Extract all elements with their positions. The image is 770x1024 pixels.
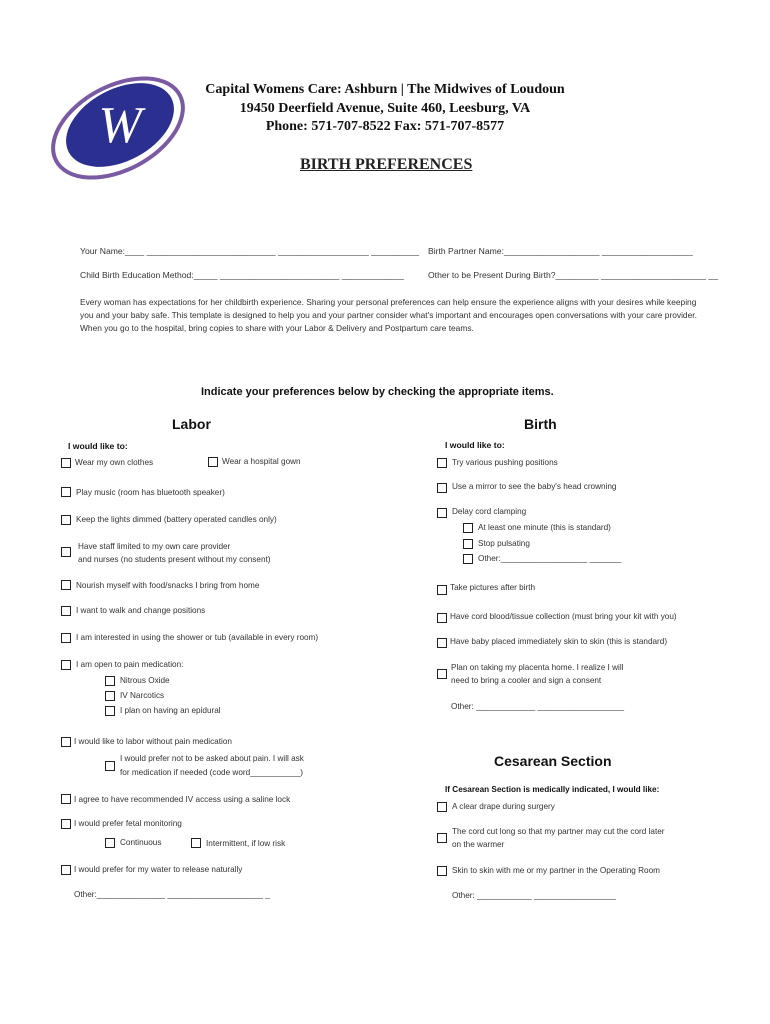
checkbox[interactable] (437, 458, 447, 468)
checkbox[interactable] (61, 794, 71, 804)
checkbox[interactable] (463, 539, 473, 549)
option-label: Continuous (120, 838, 162, 847)
checkbox[interactable] (61, 737, 71, 747)
option-label: I would prefer for my water to release naturally (74, 865, 243, 874)
option-label: Have staff limited to my own care provider (78, 542, 231, 551)
option-label: on the warmer (452, 840, 505, 849)
partner-name-field[interactable]: Birth Partner Name:____________________ ___________________ (428, 246, 693, 256)
option-label: I would like to labor without pain medication (74, 737, 232, 746)
option-label: need to bring a cooler and sign a consent (451, 676, 602, 685)
header-practice: Capital Womens Care: Ashburn | The Midwives of Loudoun (205, 82, 565, 97)
checkbox[interactable] (463, 554, 473, 564)
checkbox[interactable] (61, 660, 71, 670)
option-label: and nurses (no students present without my consent) (78, 555, 271, 564)
option-label: At least one minute (this is standard) (478, 523, 611, 532)
cesarean-intro: If Cesarean Section is medically indicated, I would like: (445, 785, 660, 794)
header-phone: Phone: 571-707-8522 Fax: 571-707-8577 (265, 119, 505, 134)
option-label: Nourish myself with food/snacks I bring from home (76, 581, 260, 590)
checkbox[interactable] (437, 483, 447, 493)
checkbox[interactable] (437, 669, 447, 679)
option-label: Plan on taking my placenta home. I realize I will (451, 663, 624, 672)
checkbox[interactable] (437, 508, 447, 518)
option-label: Keep the lights dimmed (battery operated candles only) (76, 515, 277, 524)
option-label: I would prefer not to be asked about pain. I will ask (120, 754, 304, 763)
option-label: A clear drape during surgery (452, 802, 555, 811)
checkbox[interactable] (105, 838, 115, 848)
intro-paragraph: Every woman has expectations for her childbirth experience. Sharing your personal preferences can help ensure the experience aligns with your desires while keeping you and your baby safe. This template is designed to help you and your partner consider what's important and encourages open conversations with your care provider. When you go to the hospital, bring copies to share with your Labor & Delivery and Postpartum care teams. (80, 297, 697, 333)
option-label: Nitrous Oxide (120, 676, 170, 685)
option-label: I would prefer fetal monitoring (74, 819, 182, 828)
logo-letter: W (98, 97, 142, 154)
option-label: Delay cord clamping (452, 507, 527, 516)
option-label: Wear a hospital gown (222, 457, 301, 466)
labor-would-like: I would like to: (68, 441, 128, 451)
checkbox[interactable] (61, 515, 71, 525)
checkbox[interactable] (463, 523, 473, 533)
option-label: Play music (room has bluetooth speaker) (76, 488, 225, 497)
header-address: 19450 Deerfield Avenue, Suite 460, Leesburg, VA (239, 101, 531, 116)
option-label: I want to walk and change positions (76, 606, 206, 615)
option-label: Have cord blood/tissue collection (must bring your kit with you) (450, 612, 677, 621)
birth-other-field[interactable]: Other: _____________ ___________________ (451, 702, 625, 711)
checkbox[interactable] (208, 457, 218, 467)
birth-heading: Birth (524, 416, 557, 432)
checkbox[interactable] (191, 838, 201, 848)
checkbox[interactable] (61, 487, 71, 497)
option-label: Have baby placed immediately skin to skin (this is standard) (450, 637, 668, 646)
option-label: The cord cut long so that my partner may cut the cord later (452, 827, 665, 836)
checkbox[interactable] (61, 547, 71, 557)
option-label: Use a mirror to see the baby's head crowning (452, 482, 617, 491)
checkbox[interactable] (437, 585, 447, 595)
checkbox[interactable] (105, 691, 115, 701)
option-label: Try various pushing positions (452, 458, 558, 467)
option-label: I am open to pain medication: (76, 660, 184, 669)
checkbox[interactable] (437, 866, 447, 876)
checkbox[interactable] (437, 833, 447, 843)
checkbox[interactable] (105, 676, 115, 686)
option-label: Stop pulsating (478, 539, 530, 548)
checkbox[interactable] (61, 606, 71, 616)
cesarean-other-field[interactable]: Other: ____________ __________________ (452, 891, 616, 900)
checkbox[interactable] (437, 613, 447, 623)
checkbox[interactable] (437, 802, 447, 812)
cesarean-heading: Cesarean Section (494, 753, 612, 769)
checkbox[interactable] (61, 819, 71, 829)
option-label: for medication if needed (code word___________) (120, 768, 303, 777)
your-name-field[interactable]: Your Name:____ ___________________________ ___________________ __________ (80, 246, 419, 256)
option-label: IV Narcotics (120, 691, 165, 700)
option-label: Skin to skin with me or my partner in the Operating Room (452, 866, 660, 875)
birth-cord-other-field[interactable]: Other:___________________ _______ (478, 554, 622, 563)
checkbox[interactable] (61, 580, 71, 590)
labor-other-field[interactable]: Other:_______________ _____________________ _ (74, 890, 270, 899)
option-label: Wear my own clothes (75, 458, 154, 467)
option-label: Take pictures after birth (450, 583, 536, 592)
education-field[interactable]: Child Birth Education Method:_____ _________________________ _____________ (80, 270, 404, 280)
option-label: I am interested in using the shower or tub (available in every room) (76, 633, 319, 642)
checkbox[interactable] (105, 761, 115, 771)
other-present-field[interactable]: Other to be Present During Birth?_________ ______________________ __ (428, 270, 719, 280)
option-label: I plan on having an epidural (120, 706, 221, 715)
checkbox[interactable] (61, 865, 71, 875)
birth-would-like: I would like to: (445, 440, 505, 450)
checkbox[interactable] (105, 706, 115, 716)
checkbox[interactable] (61, 458, 71, 468)
option-label: Intermittent, if low risk (206, 839, 286, 848)
labor-heading: Labor (172, 416, 211, 432)
checkbox[interactable] (437, 638, 447, 648)
instruction-text: Indicate your preferences below by checking the appropriate items. (201, 386, 554, 398)
page-title: BIRTH PREFERENCES (300, 156, 473, 173)
option-label: I agree to have recommended IV access using a saline lock (74, 795, 291, 804)
checkbox[interactable] (61, 633, 71, 643)
